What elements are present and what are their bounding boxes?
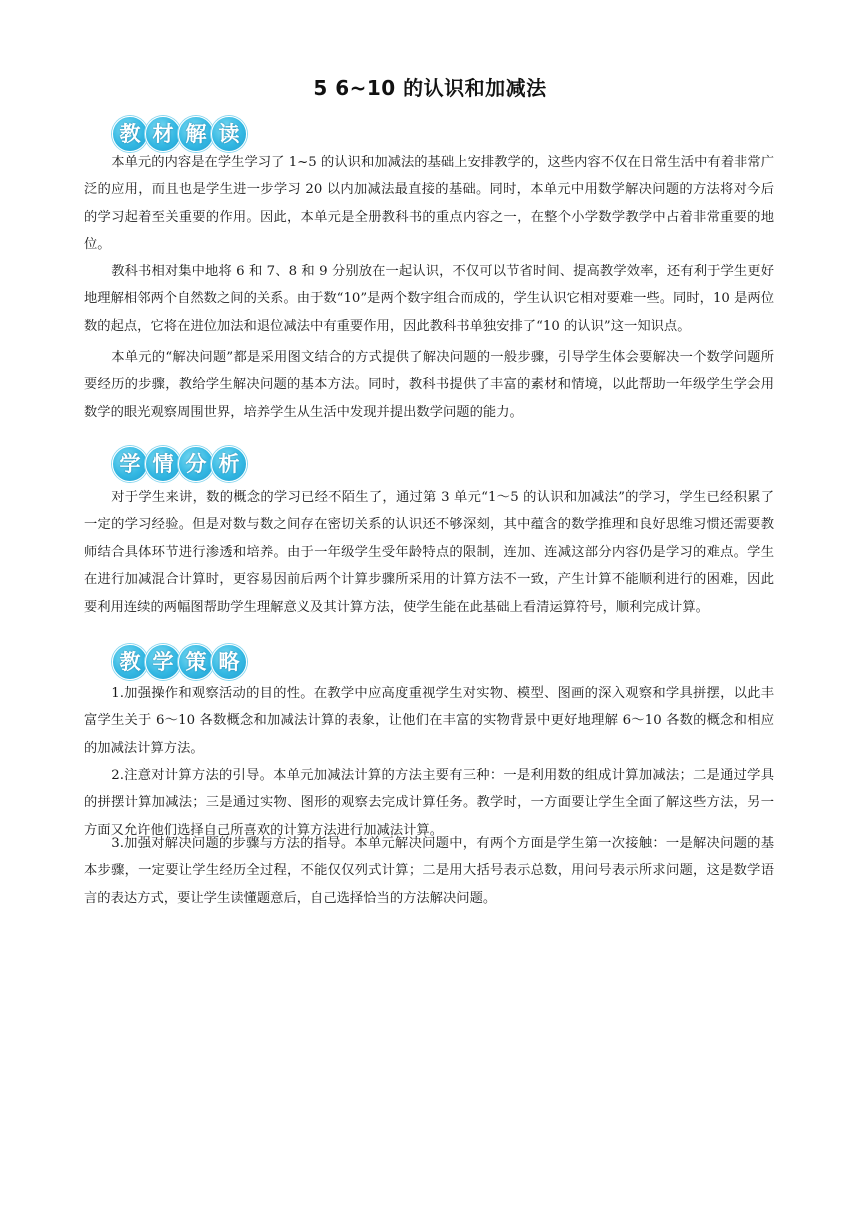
- badge-char: 分: [178, 446, 214, 482]
- badge-char: 情: [145, 446, 181, 482]
- paragraph: 2.注意对计算方法的引导。本单元加减法计算的方法主要有三种：一是利用数的组成计算加减法；二是通过学具的拼摆计算加减法；三是通过实物、图形的观察去完成计算任务。教学时，一方面要让学生全面了解这些方法，另一方面又允许他们选择自己所喜欢的计算方法进行加减法计算。: [84, 768, 774, 838]
- badge-char: 解: [178, 116, 214, 152]
- badge-char: 析: [211, 446, 247, 482]
- badge-char: 教: [112, 644, 148, 680]
- badge-char: 材: [145, 116, 181, 152]
- badge-char: 教: [112, 116, 148, 152]
- badge-char: 学: [112, 446, 148, 482]
- paragraph: 1.加强操作和观察活动的目的性。在教学中应高度重视学生对实物、模型、图画的深入观察和学具拼摆，以此丰富学生关于 6～10 各数概念和加减法计算的表象，让他们在丰富的实物背景中更好地理解 6～10 各数的概念和相应的加减法计算方法。: [84, 686, 774, 756]
- paragraph: 本单元的“解决问题”都是采用图文结合的方式提供了解决问题的一般步骤，引导学生体会要解决一个数学问题所要经历的步骤，教给学生解决问题的基本方法。同时，教科书提供了丰富的素材和情境，以此帮助一年级学生学会用数学的眼光观察周围世界，培养学生从生活中发现并提出数学问题的能力。: [84, 350, 774, 420]
- page-title: 5 6~10 的认识和加减法: [313, 76, 547, 100]
- section-badge-teaching-strategy: [112, 644, 244, 680]
- badge-char: 策: [178, 644, 214, 680]
- paragraph: 3.加强对解决问题的步骤与方法的指导。本单元解决问题中，有两个方面是学生第一次接触：一是解决问题的基本步骤，一定要让学生经历全过程，不能仅仅列式计算；二是用大括号表示总数，用问号表示所求问题，这是数学语言的表达方式，要让学生读懂题意后，自己选择恰当的方法解决问题。: [84, 836, 774, 906]
- section-badge-textbook-interpretation: [112, 116, 244, 152]
- paragraph: 教科书相对集中地将 6 和 7、8 和 9 分别放在一起认识，不仅可以节省时间、提高教学效率，还有利于学生更好地理解相邻两个自然数之间的关系。由于数“10”是两个数字组合而成的，学生认识它相对要难一些。同时，10 是两位数的起点，它将在进位加法和退位减法中有重要作用，因此教科书单独安排了“10 的认识”这一知识点。: [84, 264, 774, 334]
- paragraph: 对于学生来讲，数的概念的学习已经不陌生了，通过第 3 单元“1～5 的认识和加减法”的学习，学生已经积累了一定的学习经验。但是对数与数之间存在密切关系的认识还不够深刻，其中蕴含的数学推理和良好思维习惯还需要教师结合具体环节进行渗透和培养。由于一年级学生受年龄特点的限制，连加、连减这部分内容仍是学习的难点。学生在进行加减混合计算时，更容易因前后两个计算步骤所采用的计算方法不一致，产生计算不能顺利进行的困难，因此要利用连续的两幅图帮助学生理解意义及其计算方法，使学生能在此基础上看清运算符号，顺利完成计算。: [84, 490, 774, 615]
- badge-char: 读: [211, 116, 247, 152]
- section-badge-student-analysis: [112, 446, 244, 482]
- paragraph: 本单元的内容是在学生学习了 1~5 的认识和加减法的基础上安排教学的，这些内容不仅在日常生活中有着非常广泛的应用，而且也是学生进一步学习 20 以内加减法最直接的基础。同时，本单元中用数学解决问题的方法将对今后的学习起着至关重要的作用。因此，本单元是全册教科书的重点内容之一，在整个小学数学教学中占着非常重要的地位。: [84, 155, 774, 253]
- badge-char: 略: [211, 644, 247, 680]
- badge-char: 学: [145, 644, 181, 680]
